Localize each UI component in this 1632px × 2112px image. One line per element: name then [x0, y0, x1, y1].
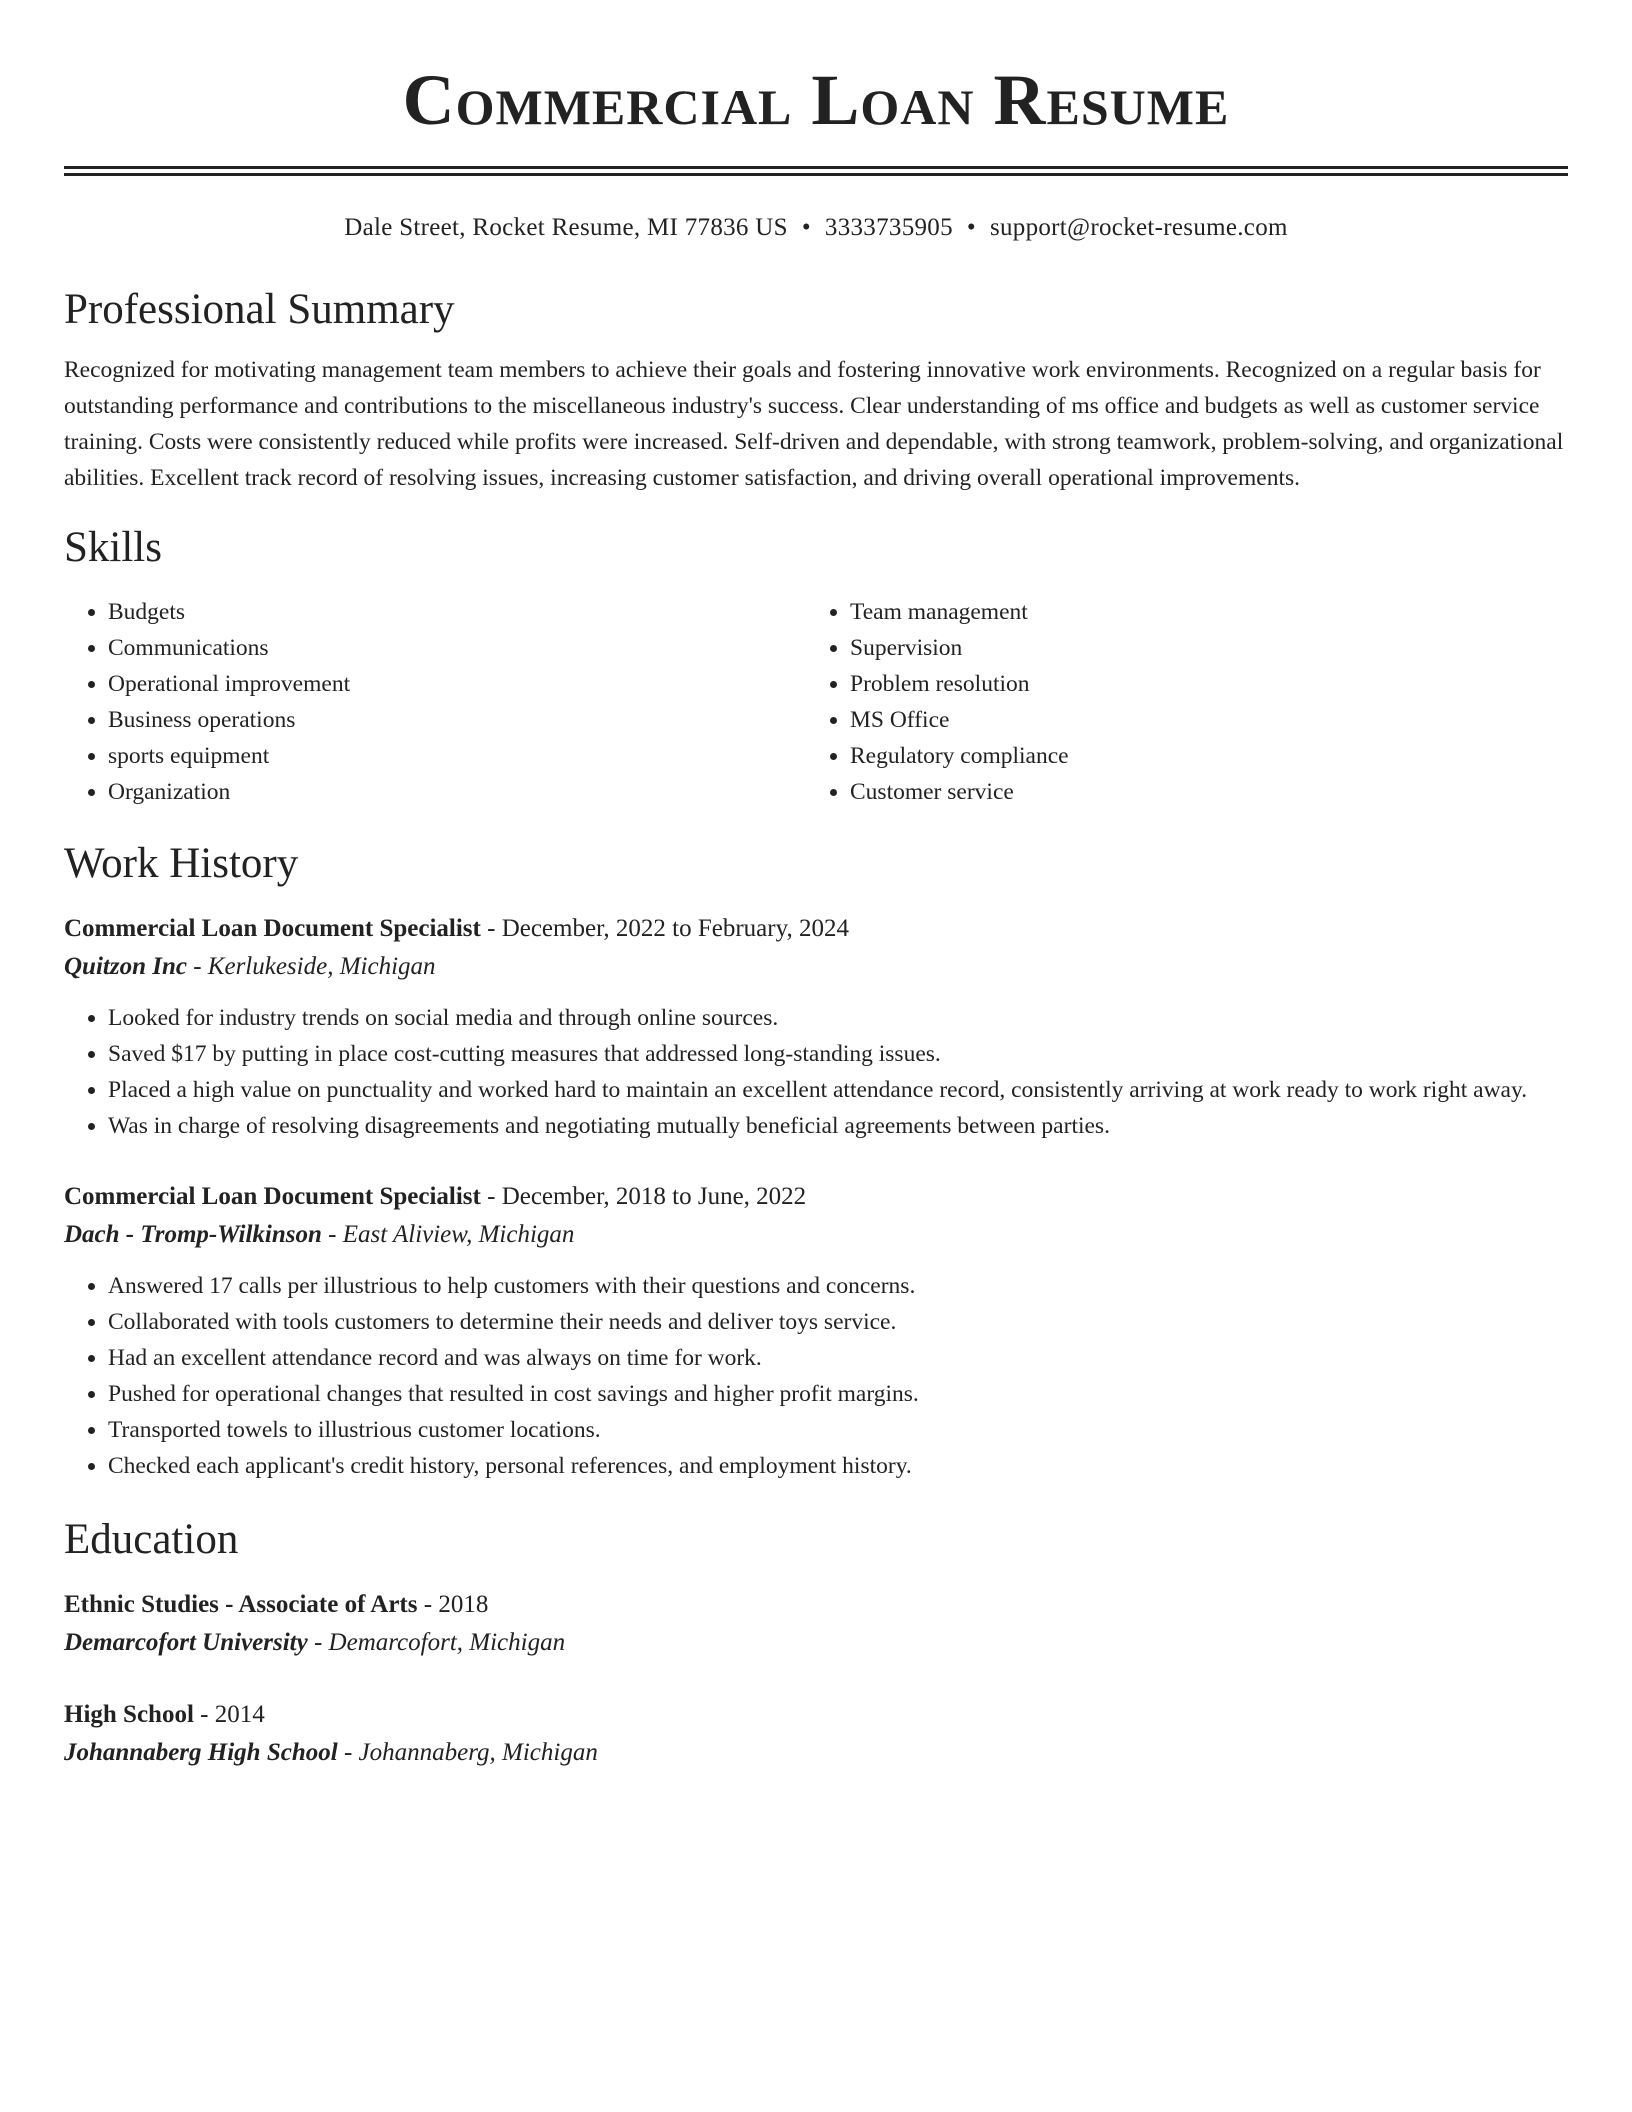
skill-item: • Organization [108, 774, 806, 810]
job-title: Commercial Loan Document Specialist [64, 1183, 481, 1210]
education-heading: Education [64, 1516, 239, 1563]
company-name: Dach - Tromp-Wilkinson [64, 1221, 322, 1248]
skill-item: • Team management [850, 594, 1548, 630]
skills-heading: Skills [64, 524, 162, 571]
degree-line [64, 1586, 1568, 1624]
skill-item: • MS Office [850, 702, 1548, 738]
contact-email: support@rocket-resume.com [989, 214, 1288, 241]
skill-item: • Regulatory compliance [850, 738, 1548, 774]
degree-name: Ethnic Studies - Associate of Arts [64, 1591, 418, 1618]
job-bullet: • Transported towels to illustrious customer locations. [108, 1412, 1568, 1448]
job-entry [64, 910, 1568, 1144]
skill-item: • Customer service [850, 774, 1548, 810]
skills-columns [64, 594, 1568, 810]
dash-separator: - [480, 1183, 502, 1210]
skill-item: • Operational improvement [108, 666, 806, 702]
company-line [64, 948, 1568, 986]
school-location: Demarcofort, Michigan [328, 1629, 566, 1656]
job-title-line [64, 910, 1568, 948]
company-line [64, 1216, 1568, 1254]
job-title-line [64, 1178, 1568, 1216]
contact-separator: • [801, 214, 811, 241]
education-entry [64, 1696, 1568, 1772]
dash-separator: - [337, 1739, 359, 1766]
skills-list-left [64, 594, 806, 810]
dash-separator: - [186, 953, 208, 980]
dash-separator: - [307, 1629, 329, 1656]
degree-line [64, 1696, 1568, 1734]
contact-separator: • [966, 214, 976, 241]
job-bullet: • Saved $17 by putting in place cost-cutting measures that addressed long-standing issues. [108, 1036, 1568, 1072]
skill-item: • Communications [108, 630, 806, 666]
degree-name: High School [64, 1701, 194, 1728]
school-name: Johannaberg High School [64, 1739, 338, 1766]
skill-item: • sports equipment [108, 738, 806, 774]
dash-separator: - [480, 915, 502, 942]
resume-title: Commercial Loan Resume [402, 60, 1230, 140]
job-bullet: • Looked for industry trends on social media and through online sources. [108, 1000, 1568, 1036]
job-bullet: • Answered 17 calls per illustrious to help customers with their questions and concerns. [108, 1268, 1568, 1304]
job-dates: December, 2022 to February, 2024 [501, 915, 849, 942]
contact-address: Dale Street, Rocket Resume, MI 77836 US [344, 214, 788, 241]
job-bullet: • Checked each applicant's credit history, personal references, and employment history. [108, 1448, 1568, 1484]
job-bullet: • Was in charge of resolving disagreements and negotiating mutually beneficial agreements between parties. [108, 1108, 1568, 1144]
skill-item: • Budgets [108, 594, 806, 630]
school-name: Demarcofort University [64, 1629, 308, 1656]
job-bullets [64, 1268, 1568, 1484]
company-location: Kerlukeside, Michigan [207, 953, 436, 980]
resume-page [64, 0, 1568, 1772]
work-history-heading: Work History [64, 840, 299, 887]
job-entry [64, 1178, 1568, 1484]
company-name: Quitzon Inc [64, 953, 187, 980]
summary-text: Recognized for motivating management team members to achieve their goals and fostering innovative work environments. Recognized on a regular basis for outstanding performance and contributions to the miscellaneous industry's success. Clear understanding of ms office and budgets as well as customer service training. Costs were consistently reduced while profits were increased. Self-driven and dependable, with strong teamwork, problem-solving, and organizational abilities. Excellent track record of resolving issues, increasing customer satisfaction, and driving overall operational improvements. [64, 357, 1564, 491]
job-bullets [64, 1000, 1568, 1144]
education-entry [64, 1586, 1568, 1662]
job-bullet: • Had an excellent attendance record and was always on time for work. [108, 1340, 1568, 1376]
job-title: Commercial Loan Document Specialist [64, 915, 481, 942]
dash-separator: - [193, 1701, 215, 1728]
skill-item: • Supervision [850, 630, 1548, 666]
school-line [64, 1734, 1568, 1772]
dash-separator: - [417, 1591, 439, 1618]
skills-list-right [806, 594, 1548, 810]
title-divider [64, 166, 1568, 176]
job-bullet: • Collaborated with tools customers to determine their needs and deliver toys service. [108, 1304, 1568, 1340]
skill-item: • Business operations [108, 702, 806, 738]
school-location: Johannaberg, Michigan [358, 1739, 598, 1766]
job-bullet: • Placed a high value on punctuality and worked hard to maintain an excellent attendance record, consistently arriving at work ready to work right away. [108, 1072, 1568, 1108]
degree-year: 2014 [214, 1701, 265, 1728]
school-line [64, 1624, 1568, 1662]
summary-heading: Professional Summary [64, 286, 455, 333]
company-location: East Aliview, Michigan [342, 1221, 575, 1248]
contact-line [64, 212, 1568, 244]
job-bullet: • Pushed for operational changes that resulted in cost savings and higher profit margins. [108, 1376, 1568, 1412]
contact-phone: 3333735905 [824, 214, 953, 241]
skill-item: • Problem resolution [850, 666, 1548, 702]
degree-year: 2018 [438, 1591, 489, 1618]
dash-separator: - [321, 1221, 343, 1248]
job-dates: December, 2018 to June, 2022 [501, 1183, 807, 1210]
